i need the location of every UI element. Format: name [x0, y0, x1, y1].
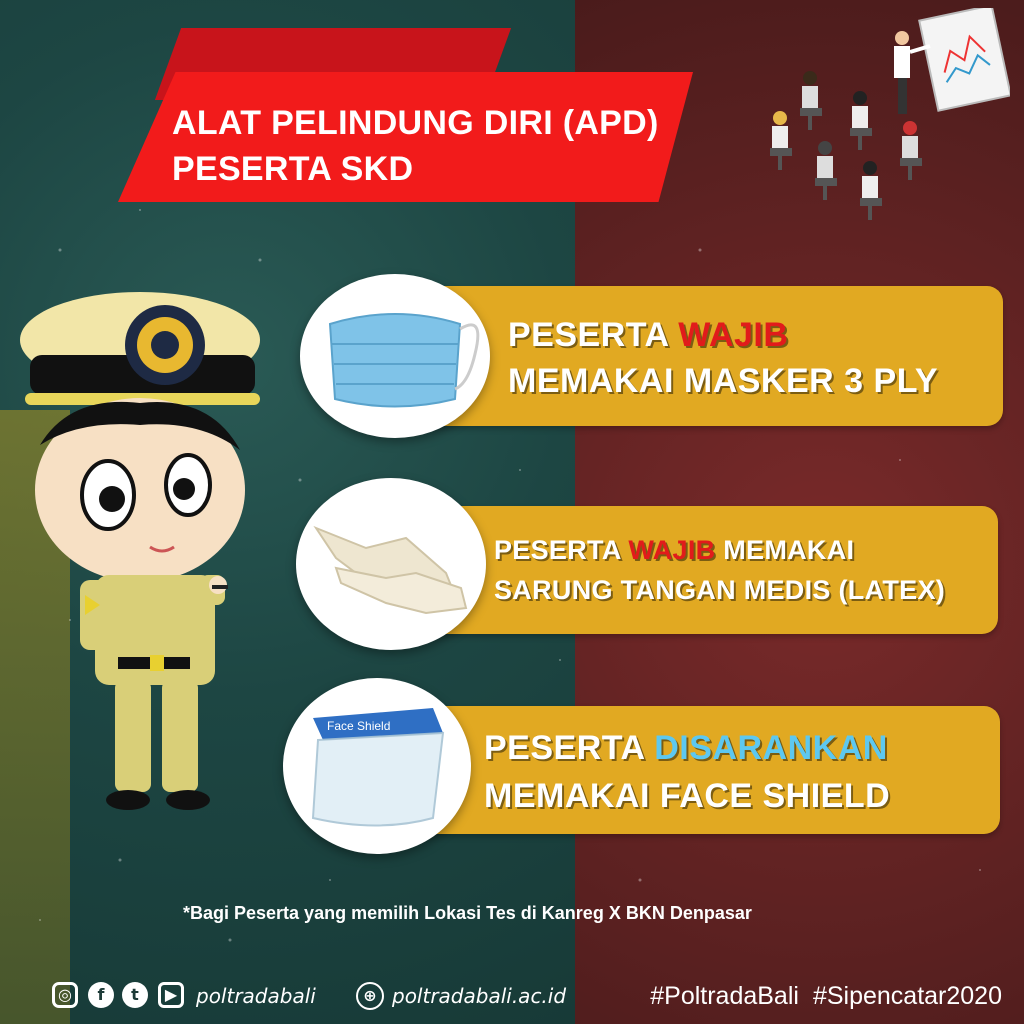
face-shield-image — [283, 678, 471, 854]
website-link[interactable]: poltradabali.ac.id — [392, 984, 567, 1008]
gloves-instruction-text: PESERTA WAJIB MEMAKAI SARUNG TANGAN MEDIS (LATEX) — [494, 535, 946, 605]
globe-icon: ⊕ — [356, 982, 384, 1010]
face-shield-icon — [283, 678, 471, 854]
title-line-2: PESERTA SKD — [172, 150, 414, 188]
latex-gloves-image — [296, 478, 486, 650]
face-shield-instruction-text: PESERTA DISARANKAN MEMAKAI FACE SHIELD — [484, 729, 891, 815]
hashtags — [636, 982, 1002, 1011]
youtube-icon[interactable]: ▶ — [158, 982, 184, 1008]
mandatory-keyword: WAJIB — [678, 316, 789, 354]
face-mask-icon — [300, 274, 490, 438]
twitter-icon[interactable]: t — [122, 982, 148, 1008]
location-note: *Bagi Peserta yang memilih Lokasi Tes di Kanreg X BKN Denpasar — [183, 903, 752, 923]
face-mask-image — [300, 274, 490, 438]
svg-text:Face Shield: Face Shield — [327, 719, 391, 733]
instagram-icon[interactable]: ◎ — [52, 982, 78, 1008]
officer-mascot-illustration — [0, 285, 290, 820]
mask-instruction-text: PESERTA WAJIB MEMAKAI MASKER 3 PLY — [508, 316, 939, 400]
page-title — [172, 100, 659, 192]
facebook-icon[interactable]: f — [88, 982, 114, 1008]
recommended-keyword: DISARANKAN — [654, 729, 888, 767]
title-line-1: ALAT PELINDUNG DIRI (APD) — [172, 104, 659, 142]
footer — [0, 972, 1024, 1024]
latex-gloves-icon — [296, 478, 486, 650]
classroom-illustration — [760, 8, 1010, 228]
hashtag-sipencatar[interactable]: #Sipencatar2020 — [812, 982, 1002, 1010]
social-handle[interactable]: poltradabali — [196, 984, 316, 1008]
mandatory-keyword: WAJIB — [628, 535, 716, 565]
hashtag-poltradabali[interactable]: #PoltradaBali — [650, 982, 799, 1010]
